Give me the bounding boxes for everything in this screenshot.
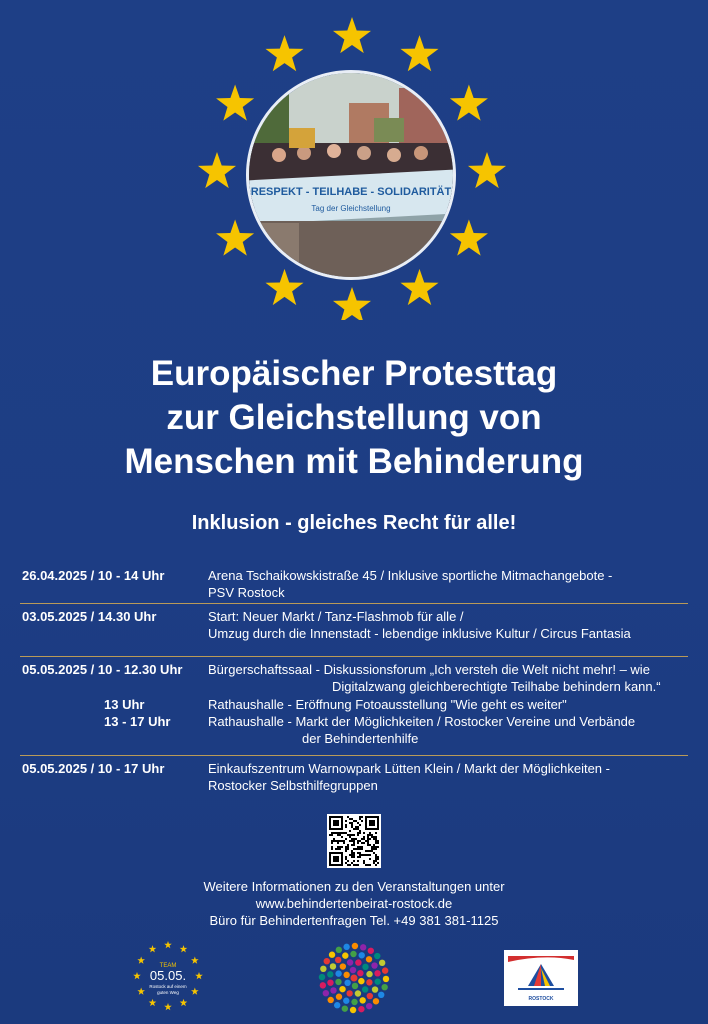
event-item	[20, 563, 688, 603]
logo-dot	[371, 962, 377, 968]
logo-dot	[350, 951, 356, 957]
team-label: TEAM	[159, 963, 177, 969]
event-date: 05.05.2025 / 10 - 17 Uhr	[22, 761, 165, 776]
logo-dot	[362, 964, 368, 970]
eu-star-icon	[198, 152, 236, 188]
logo-dot	[323, 990, 329, 996]
logo-dot	[359, 952, 365, 958]
event-description-line: Rostocker Selbsthilfegruppen	[208, 778, 378, 793]
logo-dot	[346, 990, 352, 996]
team-sub-2: guten Weg	[157, 990, 179, 995]
eu-star-icon	[333, 287, 371, 320]
logo-dot	[367, 993, 373, 999]
eu-star-icon	[450, 220, 488, 256]
logo-dot	[320, 966, 326, 972]
logo-dot	[342, 952, 348, 958]
info-line: Weitere Informationen zu den Veranstaltungen unter	[203, 879, 505, 894]
logo-dot	[327, 979, 333, 985]
logo-dot	[375, 978, 381, 984]
logo-dot	[366, 979, 372, 985]
title-line-2: zur Gleichstellung von	[166, 398, 542, 437]
phone-info: Büro für Behindertenfragen Tel. +49 381 381-1125	[209, 913, 499, 928]
title-line-3: Menschen mit Behinderung	[124, 442, 584, 481]
banner-subtext: Tag der Gleichstellung	[311, 204, 391, 213]
logo-dot	[374, 970, 380, 976]
logo-dot	[379, 960, 385, 966]
eu-star-icon	[400, 269, 438, 305]
logo-dot	[342, 1005, 348, 1011]
logo-dot	[347, 959, 353, 965]
logo-dot	[335, 979, 341, 985]
team-star-icon	[180, 945, 188, 952]
team-star-icon	[133, 972, 141, 979]
logo-dot	[368, 948, 374, 954]
behindertenbeirat-logo	[504, 950, 578, 1006]
logo-dot	[355, 990, 361, 996]
dots-circle-logo	[316, 940, 392, 1016]
logo-dot	[335, 957, 341, 963]
logo-dot	[343, 998, 349, 1004]
logo-dot	[378, 992, 384, 998]
event-description-line: Digitalzwang gleichberechtigte Teilhabe behindern kann.“	[332, 679, 661, 694]
event-date: 05.05.2025 / 10 - 12.30 Uhr	[22, 662, 183, 677]
event-description-line: Arena Tschaikowskistraße 45 / Inklusive sportliche Mitmachangebote -	[208, 568, 613, 583]
logo-dot	[358, 978, 364, 984]
logo-dot	[372, 986, 378, 992]
logo-dot	[324, 958, 330, 964]
eu-star-icon	[468, 152, 506, 188]
event-description-line: Bürgerschaftssaal - Diskussionsforum „Ich versteh die Welt nicht mehr! – wie	[208, 662, 650, 677]
team-star-icon	[149, 999, 157, 1006]
logo-dot	[362, 986, 368, 992]
team-0505-logo	[128, 938, 208, 1014]
logo-dot	[350, 1007, 356, 1013]
logo-dot	[336, 994, 342, 1000]
eu-star-icon	[216, 220, 254, 256]
logo-dot	[330, 963, 336, 969]
logo-dot	[334, 1002, 340, 1008]
team-star-icon	[195, 972, 203, 979]
event-description-line: Rathaushalle - Markt der Möglichkeiten / Rostocker Vereine und Verbände	[208, 714, 636, 729]
qr-code[interactable]	[327, 814, 381, 868]
logo-dot	[336, 947, 342, 953]
event-schedule	[20, 563, 688, 796]
team-star-icon	[149, 945, 157, 952]
logo-dot	[351, 999, 357, 1005]
logo-dot	[352, 943, 358, 949]
team-star-icon	[191, 988, 199, 995]
protest-photo	[246, 70, 456, 280]
event-date: 26.04.2025 / 10 - 14 Uhr	[22, 568, 165, 583]
banner-text: RESPEKT - TEILHABE - SOLIDARITÄT	[250, 186, 452, 198]
eu-star-icon	[265, 269, 303, 305]
event-description-line: der Behindertenhilfe	[302, 731, 419, 746]
event-description-line: Start: Neuer Markt / Tanz-Flashmob für alle /	[208, 609, 464, 624]
logo-dot	[330, 987, 336, 993]
logo-dot	[329, 952, 335, 958]
logo-dot	[350, 967, 356, 973]
event-item	[20, 604, 688, 656]
logo-dot	[344, 980, 350, 986]
event-description-line: Rathaushalle - Eröffnung Fotoausstellung "Wie geht es weiter"	[208, 697, 567, 712]
event-item	[20, 756, 688, 796]
logo-dot	[319, 974, 325, 980]
event-sub-time: 13 Uhr	[104, 697, 145, 712]
logo-dot	[340, 963, 346, 969]
team-star-icon	[180, 999, 188, 1006]
logo-dot	[355, 959, 361, 965]
team-date: 05.05.	[149, 968, 187, 983]
logo-dot	[335, 970, 341, 976]
logo-dot	[357, 970, 363, 976]
logo-dot	[373, 998, 379, 1004]
team-star-icon	[191, 957, 199, 964]
logo-dot	[360, 944, 366, 950]
event-description-line: Einkaufszentrum Warnowpark Lütten Klein / Markt der Möglichkeiten -	[208, 761, 610, 776]
subtitle: Inklusion - gleiches Recht für alle!	[191, 512, 517, 534]
eu-star-icon	[400, 35, 438, 71]
event-description-line: PSV Rostock	[208, 585, 285, 600]
event-item	[20, 657, 688, 755]
event-sub-time: 13 - 17 Uhr	[104, 714, 171, 729]
logo-dot	[366, 1003, 372, 1009]
logo-dot	[374, 953, 380, 959]
team-star-icon	[164, 941, 172, 948]
page-title	[40, 352, 668, 484]
logo-dot	[352, 983, 358, 989]
logo-dot	[328, 997, 334, 1003]
eu-star-icon	[450, 85, 488, 121]
logo-dot	[360, 997, 366, 1003]
logo-dot	[383, 976, 389, 982]
logo-dot	[343, 944, 349, 950]
logo-dot	[343, 972, 349, 978]
logo-dot	[366, 971, 372, 977]
eu-star-icon	[265, 35, 303, 71]
website-link[interactable]: www.behindertenbeirat-rostock.de	[255, 896, 453, 911]
eu-star-icon	[333, 17, 371, 53]
contact-info	[40, 878, 668, 929]
team-star-icon	[137, 957, 145, 964]
event-description-line: Umzug durch die Innenstadt - lebendige inklusive Kultur / Circus Fantasia	[208, 626, 631, 641]
logo-dot	[381, 984, 387, 990]
event-date: 03.05.2025 / 14.30 Uhr	[22, 609, 157, 624]
logo-dot	[358, 1006, 364, 1012]
team-sub-1: Rostock auf einem	[149, 984, 187, 989]
team-star-icon	[137, 988, 145, 995]
logo-dot	[327, 971, 333, 977]
team-star-icon	[164, 1003, 172, 1010]
beirat-label: ROSTOCK	[528, 996, 554, 1002]
logo-dot	[320, 982, 326, 988]
logo-dot	[366, 956, 372, 962]
title-line-1: Europäischer Protesttag	[150, 354, 558, 393]
logo-dot	[382, 967, 388, 973]
logo-dot	[351, 975, 358, 982]
eu-star-icon	[216, 85, 254, 121]
logo-dot	[339, 986, 345, 992]
